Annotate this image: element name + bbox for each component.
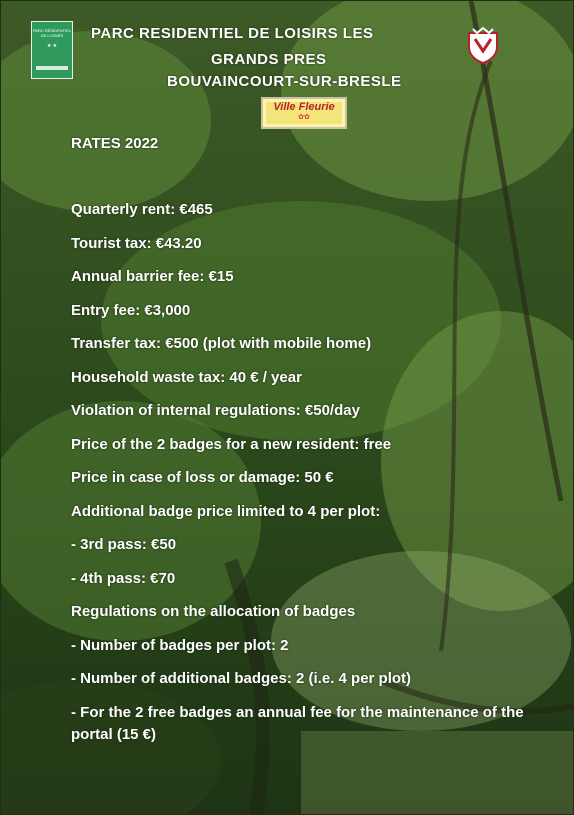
flower-icon: ✿✿ <box>298 114 310 121</box>
rate-item: Tourist tax: €43.20 <box>71 234 202 252</box>
rate-item: Price in case of loss or damage: 50 € <box>71 469 334 486</box>
ville-fleurie-badge <box>261 97 347 129</box>
leaf-logo-icon <box>36 66 68 70</box>
rate-item: Transfer tax: €500 (plot with mobile home) <box>71 335 372 352</box>
logo-text: PARC RÉSIDENTIEL DE LOISIRS <box>32 28 72 38</box>
park-logo <box>31 21 73 79</box>
rate-item: Price of the 2 badges for a new resident: free <box>71 435 392 453</box>
rate-item: - 4th pass: €70 <box>71 569 176 587</box>
rate-item: Annual barrier fee: €15 <box>71 268 234 285</box>
rate-item: Regulations on the allocation of badges <box>71 603 356 620</box>
title-line-2: GRANDS PRES <box>211 51 327 68</box>
rate-item: Household waste tax: 40 € / year <box>71 368 302 386</box>
rates-list <box>71 199 551 746</box>
rate-item: Entry fee: €3,000 <box>71 301 191 319</box>
rates-heading: RATES 2022 <box>71 135 159 152</box>
rate-item: - Number of badges per plot: 2 <box>71 636 289 654</box>
logo-stars: ★ ★ <box>46 43 58 49</box>
rate-item: - 3rd pass: €50 <box>71 536 177 553</box>
ville-fleurie-name: Ville Fleurie <box>273 101 335 113</box>
rate-item: Violation of internal regulations: €50/day <box>71 402 360 419</box>
title-line-3: BOUVAINCOURT-SUR-BRESLE <box>167 73 402 90</box>
rate-item: - For the 2 free badges an annual fee for the maintenance of the portal (15 €) <box>71 703 524 743</box>
heraldic-crest-icon <box>463 25 503 65</box>
rate-item: Quarterly rent: €465 <box>71 201 213 218</box>
rate-item: Additional badge price limited to 4 per plot: <box>71 502 381 520</box>
rate-item: - Number of additional badges: 2 (i.e. 4 per plot) <box>71 670 412 687</box>
title-line-1: PARC RESIDENTIEL DE LOISIRS LES <box>91 25 374 42</box>
